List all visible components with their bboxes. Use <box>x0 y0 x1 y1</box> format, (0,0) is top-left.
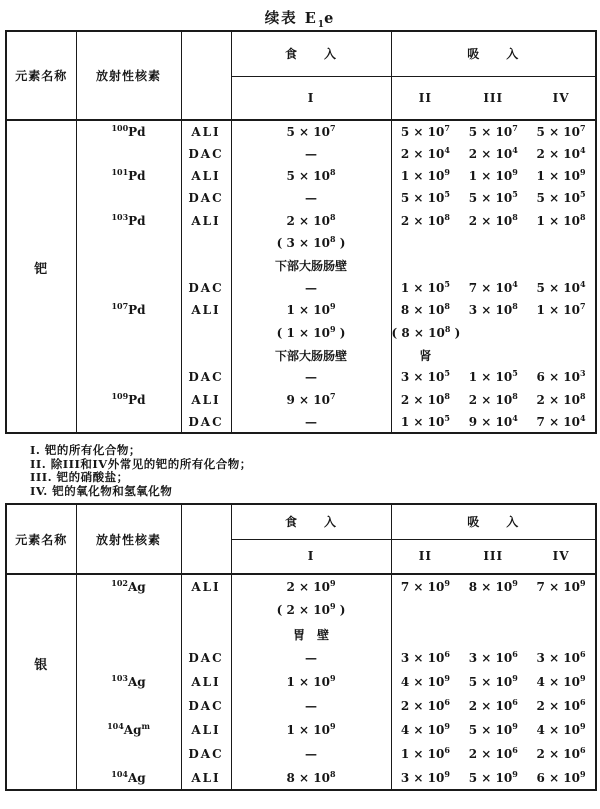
inhalation-value: $4 \times 10^9$ <box>536 721 586 737</box>
inhalation-value: $1 \times 10^9$ <box>536 166 586 183</box>
ingestion-value-cell: $8 \times 10^8$ <box>231 766 391 790</box>
header-limit-type <box>181 31 231 120</box>
table-row <box>6 622 596 646</box>
inhalation-values-cell <box>391 210 596 232</box>
ingestion-value-cell: — <box>231 142 391 164</box>
inhalation-value: $2 \times 10^8$ <box>468 211 518 228</box>
header-limit-type <box>181 504 231 574</box>
inhalation-value: $5 \times 10^7$ <box>536 122 586 139</box>
nuclide-cell <box>76 254 181 276</box>
limit-type-cell: DAC <box>181 142 231 164</box>
inhalation-value: $2 \times 10^8$ <box>536 390 586 407</box>
ingestion-value-cell: ( $3 \times 10^8$ ) <box>231 232 391 254</box>
footnote: IV. 钯的氧化物和氢氧化物 <box>30 483 173 498</box>
footnote: II. 除III和IV外常见的钯的所有化合物； <box>30 456 252 471</box>
limit-type-cell: DAC <box>181 694 231 718</box>
table-row <box>6 210 596 232</box>
inhalation-class-label: II <box>418 549 433 564</box>
inhalation-values-cell <box>391 646 596 670</box>
inhalation-values-cell <box>391 366 596 388</box>
footnote: III. 钯的硝酸盐； <box>30 470 129 485</box>
header-inhalation-classes <box>391 76 596 120</box>
nuclide-cell <box>76 232 181 254</box>
table-row <box>6 254 596 276</box>
limit-type-cell: ALI <box>181 299 231 321</box>
inhalation-value: $8 \times 10^8$ <box>400 301 450 318</box>
nuclide-cell: $^{104}$Ag$^m$ <box>76 718 181 742</box>
nuclide-cell <box>76 622 181 646</box>
ingestion-value-cell: — <box>231 187 391 209</box>
limit-type-cell: ALI <box>181 574 231 598</box>
inhalation-values-cell <box>391 299 596 321</box>
table-row <box>6 142 596 164</box>
limit-type-cell: DAC <box>181 411 231 433</box>
limit-type-cell <box>181 322 231 344</box>
inhalation-value: $4 \times 10^9$ <box>400 673 450 689</box>
inhalation-values-cell <box>391 742 596 766</box>
footnote: I. 钯的所有化合物； <box>30 443 141 457</box>
nuclide-cell <box>76 322 181 344</box>
header-ingestion-class: I <box>231 76 391 120</box>
limit-type-cell <box>181 598 231 622</box>
inhalation-value: $5 \times 10^5$ <box>536 189 586 206</box>
ingestion-value-cell: 下部大肠肠壁 <box>231 254 391 276</box>
nuclide-cell: $^{109}$Pd <box>76 389 181 411</box>
ingestion-value-cell: — <box>231 366 391 388</box>
inhalation-values-cell <box>391 389 596 411</box>
ingestion-value-cell: 下部大肠肠壁 <box>231 344 391 366</box>
inhalation-value: $7 \times 10^9$ <box>400 577 450 594</box>
table-row <box>6 742 596 766</box>
nuclide-cell <box>76 742 181 766</box>
table-row <box>6 718 596 742</box>
inhalation-value: $3 \times 10^6$ <box>536 649 586 665</box>
inhalation-value: $5 \times 10^5$ <box>400 189 450 206</box>
inhalation-value: $8 \times 10^9$ <box>468 577 518 594</box>
nuclide-cell <box>76 366 181 388</box>
nuclide-cell <box>76 344 181 366</box>
limit-type-cell: DAC <box>181 187 231 209</box>
ingestion-value-cell: — <box>231 742 391 766</box>
inhalation-values-cell <box>391 187 596 209</box>
inhalation-values-cell <box>391 598 596 622</box>
ingestion-value-cell: — <box>231 411 391 433</box>
header-ingestion: 食 入 <box>231 504 391 539</box>
inhalation-value: ( $8 \times 10^8$ ) <box>391 323 461 340</box>
limit-type-cell: ALI <box>181 766 231 790</box>
inhalation-value: $2 \times 10^6$ <box>536 697 586 713</box>
inhalation-class-label: II <box>418 90 433 105</box>
inhalation-value: $1 \times 10^9$ <box>400 166 450 183</box>
inhalation-value: $7 \times 10^9$ <box>536 577 586 594</box>
header-ingestion-class: I <box>231 539 391 574</box>
nuclide-cell <box>76 646 181 670</box>
ingestion-value-cell: $5 \times 10^7$ <box>231 120 391 142</box>
inhalation-values-cell <box>391 120 596 142</box>
nuclide-cell: $^{103}$Pd <box>76 210 181 232</box>
inhalation-value: $2 \times 10^8$ <box>468 390 518 407</box>
inhalation-values-cell <box>391 670 596 694</box>
header-element-name: 元素名称 <box>6 31 76 120</box>
table-row <box>6 165 596 187</box>
header-inhalation: 吸 入 <box>391 504 596 539</box>
inhalation-values-cell <box>391 718 596 742</box>
inhalation-value: $3 \times 10^6$ <box>400 649 450 665</box>
page-title: 续表 $E_1e$ <box>264 10 336 30</box>
ingestion-value-cell: ( $2 \times 10^9$ ) <box>231 598 391 622</box>
header-nuclide: 放射性核素 <box>76 504 181 574</box>
silver-limits-table <box>5 503 597 791</box>
header-ingestion: 食 入 <box>231 31 391 76</box>
table-row <box>6 766 596 790</box>
inhalation-values-cell <box>391 622 596 646</box>
inhalation-value: $7 \times 10^4$ <box>536 412 586 429</box>
limit-type-cell: DAC <box>181 646 231 670</box>
inhalation-class-label: III <box>483 90 504 105</box>
inhalation-value: $4 \times 10^9$ <box>536 673 586 689</box>
ingestion-value-cell: 胃 壁 <box>231 622 391 646</box>
inhalation-values-cell <box>391 322 596 344</box>
limit-type-cell: ALI <box>181 389 231 411</box>
inhalation-value: $5 \times 10^9$ <box>468 768 518 785</box>
table-row <box>6 120 596 142</box>
table-row <box>6 232 596 254</box>
ingestion-value-cell: $1 \times 10^9$ <box>231 670 391 694</box>
inhalation-value: $2 \times 10^6$ <box>536 745 586 761</box>
table-row <box>6 344 596 366</box>
inhalation-value: $1 \times 10^9$ <box>468 166 518 183</box>
inhalation-value: $5 \times 10^7$ <box>468 122 518 139</box>
inhalation-values-cell <box>391 766 596 790</box>
nuclide-cell: $^{102}$Ag <box>76 574 181 598</box>
ingestion-value-cell: — <box>231 646 391 670</box>
inhalation-value: 肾 <box>419 348 432 363</box>
element-name-cell: 钯 <box>6 120 76 433</box>
limit-type-cell: ALI <box>181 210 231 232</box>
inhalation-values-cell <box>391 232 596 254</box>
table-row <box>6 322 596 344</box>
inhalation-value: $2 \times 10^8$ <box>400 390 450 407</box>
limit-type-cell: DAC <box>181 277 231 299</box>
element-name-cell: 银 <box>6 574 76 790</box>
inhalation-value: $9 \times 10^4$ <box>468 412 518 429</box>
limit-type-cell: DAC <box>181 742 231 766</box>
table-row <box>6 598 596 622</box>
nuclide-cell: $^{104}$Ag <box>76 766 181 790</box>
header-element-name: 元素名称 <box>6 504 76 574</box>
nuclide-cell: $^{107}$Pd <box>76 299 181 321</box>
nuclide-cell <box>76 411 181 433</box>
ingestion-value-cell: $5 \times 10^8$ <box>231 165 391 187</box>
limit-type-cell: DAC <box>181 366 231 388</box>
inhalation-value: $5 \times 10^9$ <box>468 721 518 737</box>
inhalation-values-cell <box>391 254 596 276</box>
inhalation-value: $7 \times 10^4$ <box>468 278 518 295</box>
nuclide-cell <box>76 277 181 299</box>
table-row <box>6 389 596 411</box>
table-row <box>6 646 596 670</box>
inhalation-value: $1 \times 10^5$ <box>400 278 450 295</box>
limit-type-cell: ALI <box>181 718 231 742</box>
ingestion-value-cell: — <box>231 694 391 718</box>
nuclide-cell: $^{101}$Pd <box>76 165 181 187</box>
table-row <box>6 670 596 694</box>
ingestion-value-cell: $1 \times 10^9$ <box>231 299 391 321</box>
inhalation-class-label: IV <box>552 90 570 105</box>
table-row <box>6 411 596 433</box>
inhalation-value: $3 \times 10^9$ <box>400 768 450 785</box>
inhalation-values-cell <box>391 574 596 598</box>
ingestion-value-cell: $2 \times 10^8$ <box>231 210 391 232</box>
inhalation-values-cell <box>391 694 596 718</box>
nuclide-cell: $^{100}$Pd <box>76 120 181 142</box>
inhalation-value: $2 \times 10^4$ <box>536 144 586 161</box>
inhalation-value: $2 \times 10^4$ <box>400 144 450 161</box>
limit-type-cell: ALI <box>181 670 231 694</box>
inhalation-value: $1 \times 10^5$ <box>400 412 450 429</box>
inhalation-values-cell <box>391 165 596 187</box>
limit-type-cell: ALI <box>181 165 231 187</box>
ingestion-value-cell: ( $1 \times 10^9$ ) <box>231 322 391 344</box>
header-inhalation-classes <box>391 539 596 574</box>
inhalation-value: $6 \times 10^9$ <box>536 768 586 785</box>
inhalation-values-cell <box>391 142 596 164</box>
inhalation-value: $5 \times 10^4$ <box>536 278 586 295</box>
palladium-limits-table <box>5 30 597 434</box>
limit-type-cell <box>181 622 231 646</box>
footnotes-block <box>30 444 252 498</box>
nuclide-cell <box>76 187 181 209</box>
inhalation-values-cell <box>391 344 596 366</box>
ingestion-value-cell: $2 \times 10^9$ <box>231 574 391 598</box>
inhalation-value: $1 \times 10^7$ <box>536 301 586 318</box>
ingestion-value-cell: $9 \times 10^7$ <box>231 389 391 411</box>
nuclide-cell <box>76 598 181 622</box>
inhalation-value: $2 \times 10^8$ <box>400 211 450 228</box>
inhalation-value: $3 \times 10^5$ <box>400 368 450 385</box>
table-row <box>6 277 596 299</box>
inhalation-value: $1 \times 10^6$ <box>400 745 450 761</box>
table-row <box>6 187 596 209</box>
inhalation-value: $1 \times 10^5$ <box>468 368 518 385</box>
inhalation-value: $1 \times 10^8$ <box>536 211 586 228</box>
inhalation-class-label: IV <box>552 549 570 564</box>
inhalation-value: $5 \times 10^5$ <box>468 189 518 206</box>
inhalation-value: $4 \times 10^9$ <box>400 721 450 737</box>
inhalation-value: $3 \times 10^6$ <box>468 649 518 665</box>
nuclide-cell <box>76 142 181 164</box>
ingestion-value-cell: — <box>231 277 391 299</box>
inhalation-value: $5 \times 10^7$ <box>400 122 450 139</box>
inhalation-class-label: III <box>483 549 504 564</box>
limit-type-cell <box>181 232 231 254</box>
inhalation-value: $3 \times 10^8$ <box>468 301 518 318</box>
header-inhalation: 吸 入 <box>391 31 596 76</box>
inhalation-value: $6 \times 10^3$ <box>536 368 586 385</box>
inhalation-value: $2 \times 10^4$ <box>468 144 518 161</box>
table-row <box>6 299 596 321</box>
inhalation-value: $2 \times 10^6$ <box>400 697 450 713</box>
inhalation-value: $5 \times 10^9$ <box>468 673 518 689</box>
inhalation-values-cell <box>391 411 596 433</box>
inhalation-value: $2 \times 10^6$ <box>468 697 518 713</box>
inhalation-value: $2 \times 10^6$ <box>468 745 518 761</box>
table-row <box>6 574 596 598</box>
ingestion-value-cell: $1 \times 10^9$ <box>231 718 391 742</box>
nuclide-cell: $^{103}$Ag <box>76 670 181 694</box>
nuclide-cell <box>76 694 181 718</box>
header-nuclide: 放射性核素 <box>76 31 181 120</box>
table-row <box>6 366 596 388</box>
table-row <box>6 694 596 718</box>
inhalation-values-cell <box>391 277 596 299</box>
limit-type-cell <box>181 344 231 366</box>
limit-type-cell <box>181 254 231 276</box>
limit-type-cell: ALI <box>181 120 231 142</box>
